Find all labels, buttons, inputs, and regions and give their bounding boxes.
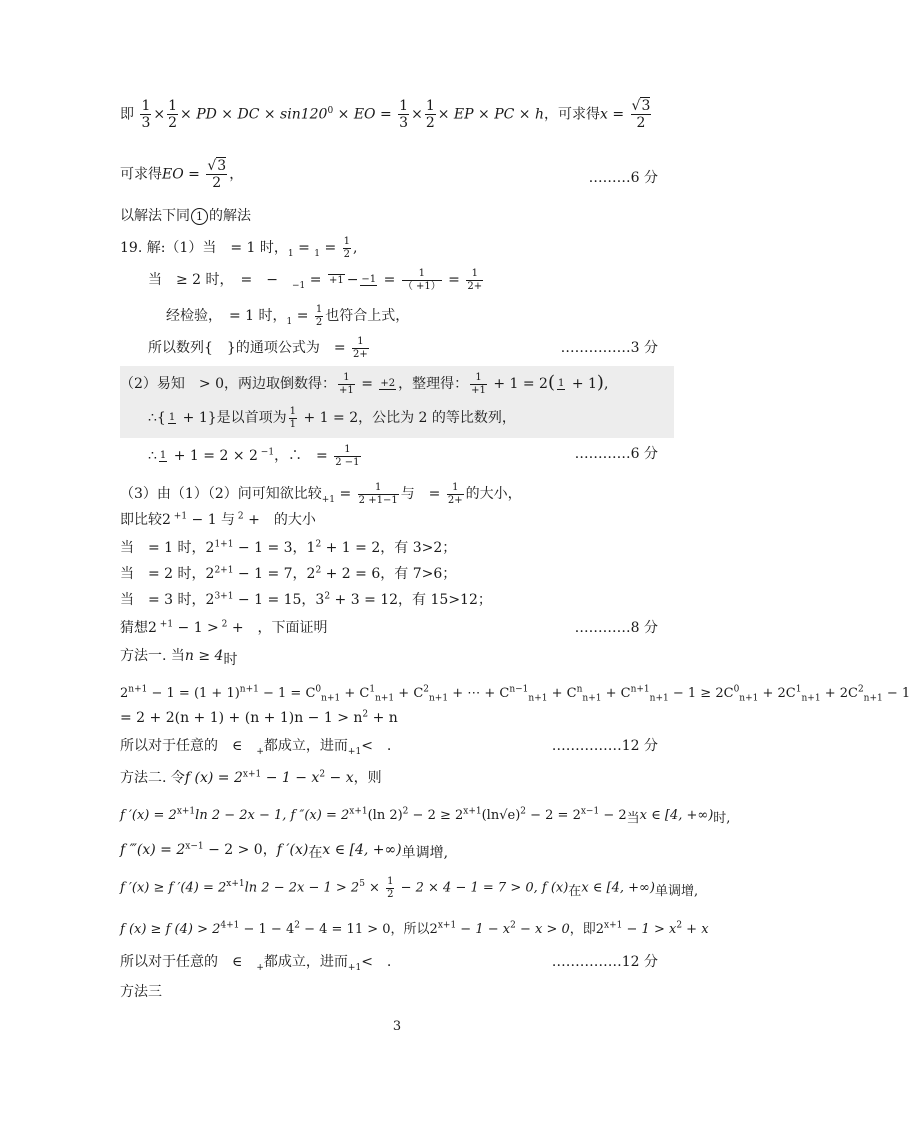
- fraction-sqrt3-over-2: $\frac{√3}{2}$: [631, 98, 651, 132]
- q19-part1-line: 19. 解:（1）当 = 1 时，$_1$ = $_1$ = $\frac{1}{2}$ ,: [120, 236, 358, 260]
- degree-sup: 0: [327, 105, 334, 116]
- score-marker: ……………3 分: [560, 340, 658, 356]
- text-ji: 即: [120, 106, 134, 123]
- score-marker: …………6 分: [574, 446, 658, 462]
- binomial-result-line: = $2 + 2(n + 1) + (n + 1)n - 1 > n^2 + n$: [120, 709, 398, 726]
- score-marker: ……………12 分: [551, 954, 658, 970]
- case-n1-line: 当 = 1 时，$2^{1+1} - 1 = 3$，$1^2 + 1 = 2$，有 3>2；: [120, 539, 457, 556]
- circled-number-icon: 1: [191, 208, 208, 225]
- method3-heading: 方法三: [120, 984, 162, 1000]
- eo-equals: EO =: [162, 166, 200, 183]
- score-marker: …………8 分: [574, 620, 658, 636]
- q19-recurrence-line: 当 ≥ 2 时， = − $_{-1}$ = +1 − −1 = $\frac{1}{( +1)}$ = $\frac{1}{2+}$: [148, 268, 483, 292]
- third-derivative-line: f ‴(x) = $2^{x-1} - 2 > 0$，f ′(x)在x ∈ [4, +∞)单调增,: [120, 841, 449, 861]
- method1-heading: 方法一. 当n ≥ 4时: [120, 648, 238, 668]
- q19-geometric-line: ∴{ 1 + 1}是以首项为 $\frac{1}{1}$ + 1 = 2，公比为 2 的等比数列，: [148, 406, 516, 430]
- function-bound-line: f (x) ≥ f $(4) > 2^{4+1} - 1 - 4^2 - 4 = 11 > 0$，所以$2^{x+1} - 1 - x^2 - x > 0$，即$2^{x+1} - 1 > x^2 + x$: [120, 920, 709, 937]
- q19-result-line: ∴ 1 + 1 = 2 × 2 $^{-1}$，∴ = $\frac{1}{2 -1}$: [148, 444, 360, 468]
- text-result: ，可求得: [543, 106, 600, 123]
- score-marker: ……………12 分: [551, 738, 658, 754]
- times-sign: ×: [153, 106, 166, 123]
- text-result-eo: 可求得: [120, 166, 162, 183]
- method1-conclusion-line: 所以对于任意的 ∈ $_+$都成立，进而$_{+1}$< .: [120, 738, 392, 757]
- binomial-expansion-line: $2^{n+1} - 1 = (1 + 1)^{n+1} - 1 = C^0_{n+1} + C^1_{n+1} + C^2_{n+1}$ + ⋯ + $C^{n-1}_{n+1} + C^n_{n+1} + C^{n+1}_{n+1} - 1 \ge 2C^0_{n+1} + 2C^1_{n+1} + 2C^2_{n+1} - 1$: [120, 684, 910, 704]
- fraction-one-third: $\frac{1}{3}$: [141, 98, 151, 132]
- ep-pc-h-term: × EP × PC × h: [437, 106, 544, 123]
- q19-general-term-line: 所以数列{ }的通项公式为 = $\frac{1}{2+}$: [148, 336, 368, 360]
- derivative-line: f $'(x) = 2^{x+1}\ln$ 2 − 2x − 1, f $''(x) = 2^{x+1}(\ln$ $2)^2 - 2 \ge 2^{x+1}(\ln√e)^2 - 2 = 2^{x-1} - 2$当x ∈ [4, +∞)时,: [120, 806, 731, 826]
- score-marker: ………6 分: [588, 170, 658, 186]
- eo-result-line: 可求得EO = $\frac{√3}{2}$ ，: [120, 158, 244, 192]
- fraction-one-half-2: $\frac{1}{2}$: [425, 98, 435, 132]
- case-n2-line: 当 = 2 时，$2^{2+1} - 1 = 7$，$2^2 + 2 = 6$，有 7>6；: [120, 565, 457, 582]
- method2-heading: 方法二. 令f $(x) = 2^{x+1} - 1 - x^2 - x$，则: [120, 769, 382, 786]
- eo-term: × EO =: [333, 106, 392, 123]
- same-method-line: 以解法下同 1 的解法: [120, 208, 251, 224]
- method2-conclusion-line: 所以对于任意的 ∈ $_+$都成立，进而$_{+1}$< .: [120, 954, 392, 973]
- page-number: 3: [392, 1019, 402, 1034]
- fraction-sqrt3-over-2-eo: $\frac{√3}{2}$: [207, 158, 227, 192]
- times-sign-2: ×: [411, 106, 423, 123]
- compare-line: 即比较2 $^{+1}$ − 1 与 $^2$ + 的大小: [120, 511, 316, 528]
- fraction-half: $\frac{1}{2}$: [343, 236, 351, 260]
- volume-equation-line: [120, 98, 653, 131]
- x-equals: x =: [599, 106, 625, 123]
- fraction-one-half: $\frac{1}{2}$: [168, 98, 178, 132]
- first-derivative-bound-line: f ′(x) ≥ f $'(4) = 2^{x+1}\ln$ $2 - 2x - 1 > 2^5$ × $\frac{1}{2}$ − 2 × 4 − 1 = 7 > 0, f (x)在x ∈ [4, +∞)单调增,: [120, 876, 699, 900]
- fraction-one-third-2: $\frac{1}{3}$: [399, 98, 409, 132]
- conjecture-line: 猜想2 $^{+1}$ − 1 > $^2$ + ，下面证明: [120, 619, 328, 636]
- q19-part3-line: （3）由（1）（2）问可知欲比较$_{+1}$ = $\frac{1}{2 +1-1}$ 与 = $\frac{1}{2+}$ 的大小，: [120, 482, 522, 506]
- q19-part2-line: （2）易知 > 0，两边取倒数得： $\frac{1}{+1}$ = +2 ，整理得： $\frac{1}{+1}$ + 1 = 2( 1 + 1),: [120, 372, 609, 396]
- case-n3-line: 当 = 3 时，$2^{3+1} - 1 = 15$，$3^2 + 3 = 12$，有 15>12；: [120, 591, 492, 608]
- q19-verify-line: 经检验， = 1 时，$_1$ = $\frac{1}{2}$ 也符合上式，: [166, 304, 410, 328]
- pd-dc-sin-term: × PD × DC × sin120: [180, 106, 328, 123]
